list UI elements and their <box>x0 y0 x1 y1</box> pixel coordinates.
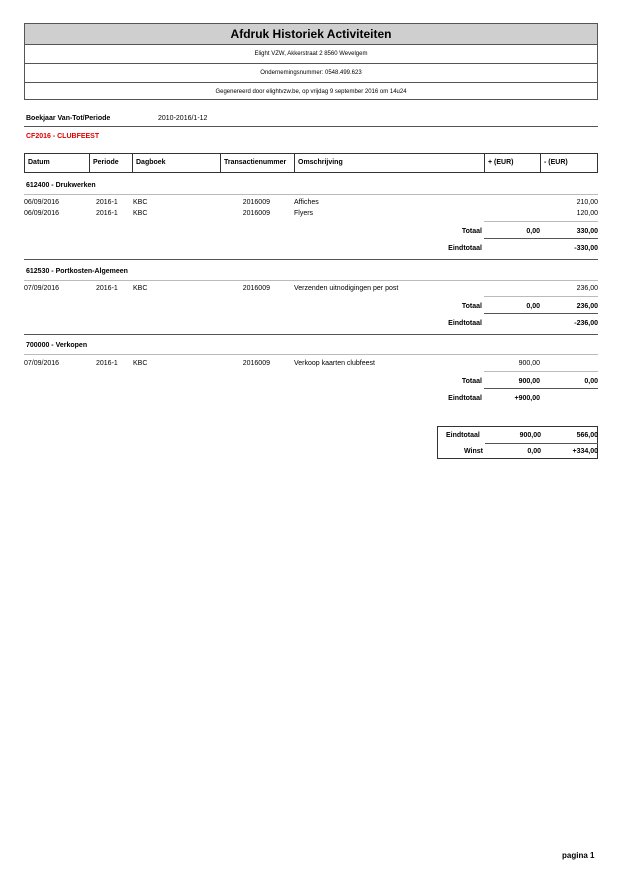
col-minus: - (EUR) <box>544 159 568 166</box>
col-plus: + (EUR) <box>488 159 514 166</box>
col-omschrijving: Omschrijving <box>298 159 343 166</box>
col-datum: Datum <box>28 159 50 166</box>
fiscal-year-value: 2010-2016/1-12 <box>158 115 208 122</box>
report-header <box>24 23 598 100</box>
group-title: 612530 - Portkosten-Algemeen <box>26 268 128 275</box>
col-periode: Periode <box>93 159 119 166</box>
company-number: Ondernemingsnummer: 0548.499.623 <box>25 64 597 83</box>
summary-box: Eindtotaal 900,00 566,00 Winst 0,00 +334,00 <box>437 426 598 459</box>
col-transactienummer: Transactienummer <box>224 159 287 166</box>
group-title: 612400 - Drukwerken <box>26 182 96 189</box>
divider <box>24 126 598 127</box>
activity-title: CF2016 - CLUBFEEST <box>26 133 100 140</box>
fiscal-year-label: Boekjaar Van-Tot/Periode <box>26 115 111 122</box>
column-header <box>24 153 598 173</box>
report-title: Afdruk Historiek Activiteiten <box>25 24 597 45</box>
generated-info: Gegenereerd door elightvzw.be, op vrijdag 9 september 2016 om 14u24 <box>215 89 407 95</box>
group-title: 700000 - Verkopen <box>26 342 88 349</box>
col-dagboek: Dagboek <box>136 159 166 166</box>
organization-address: Elight VZW, Akkerstraat 2 8560 Wevelgem <box>25 45 597 64</box>
page-number: pagina 1 <box>562 851 595 860</box>
